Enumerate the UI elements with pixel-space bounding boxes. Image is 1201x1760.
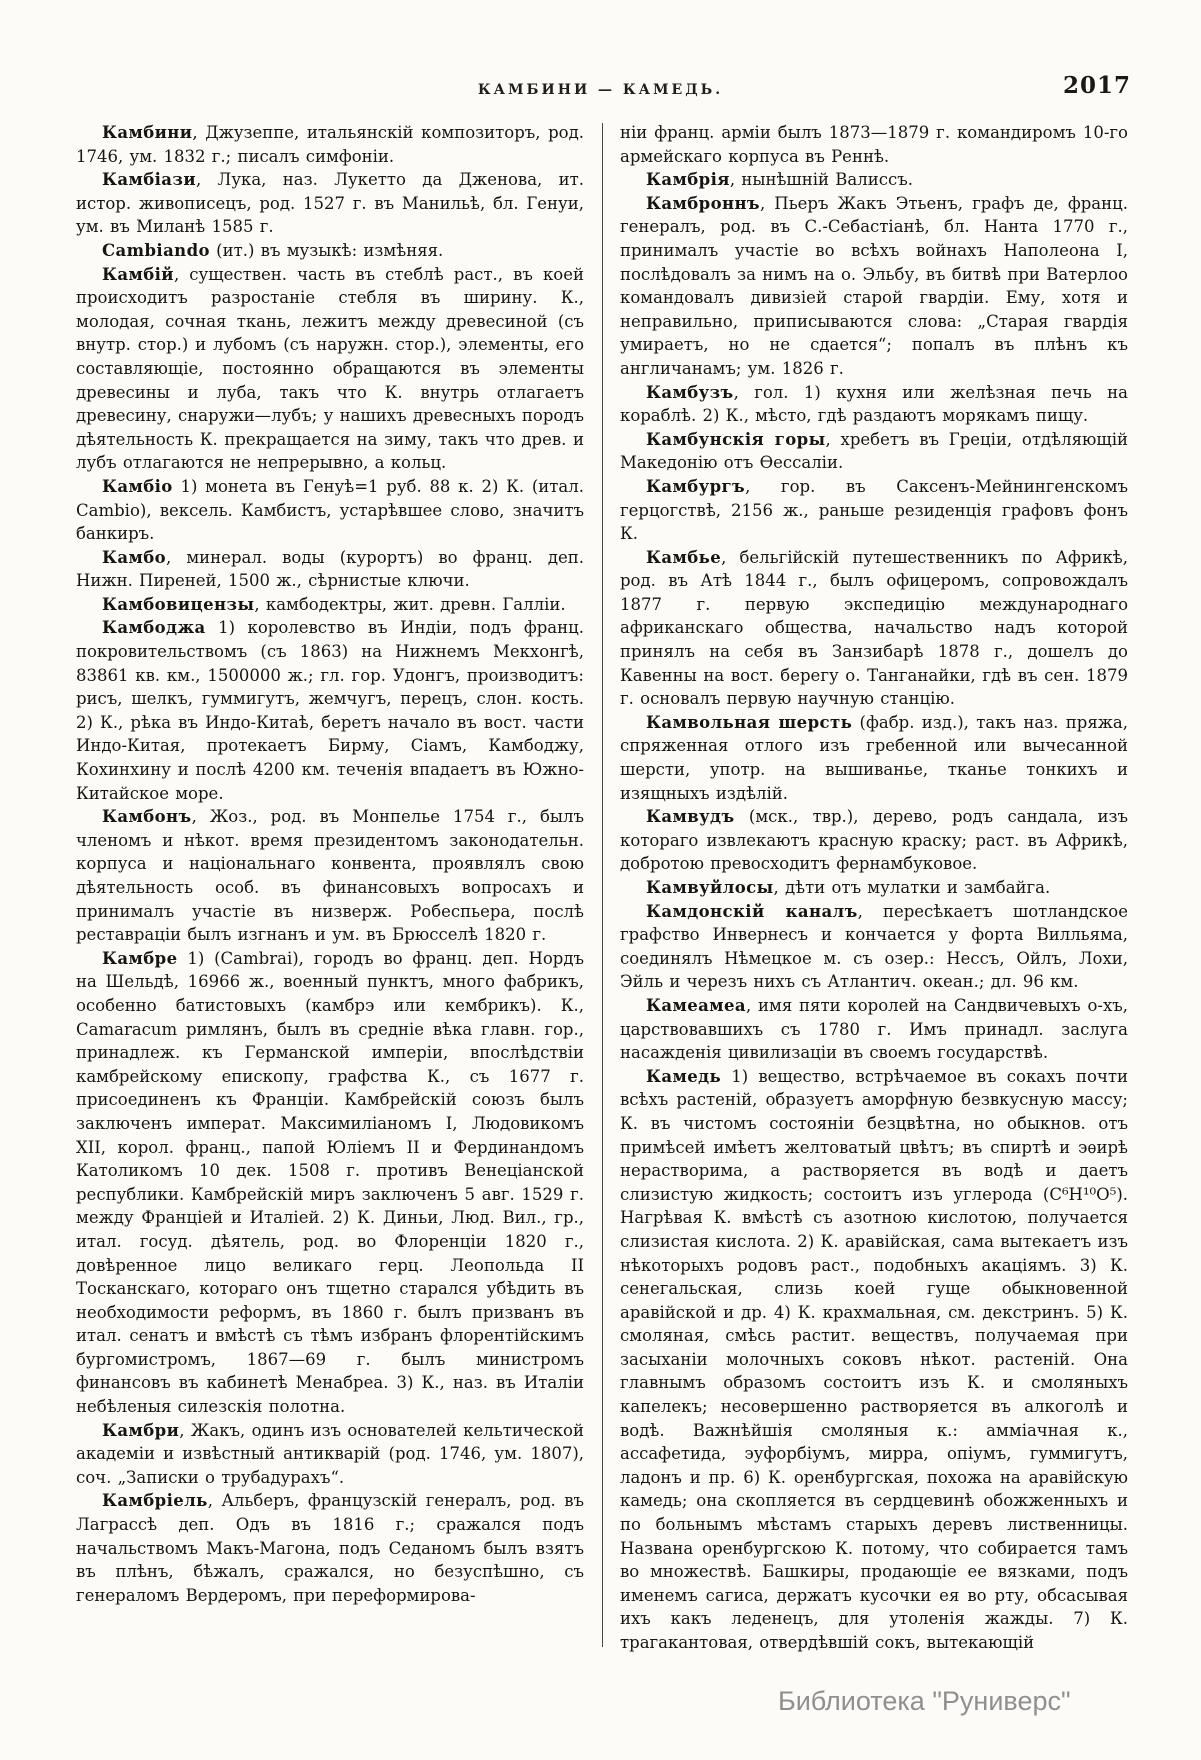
- dictionary-entry: [620, 1065, 1128, 1655]
- entry-text: , Альберъ, французскій генералъ, род. въ Лаграссѣ деп. Одъ въ 1816 г.; сражался подъ начальствомъ Макъ-Магона, подъ Седаномъ былъ взятъ въ плѣнъ, бѣжалъ, сражался, но безуспѣшно, съ генераломъ Вердеромъ, при переформирова-: [76, 1491, 584, 1605]
- entry-term: Камвуйлосы: [646, 878, 774, 897]
- dictionary-entry: [620, 381, 1128, 428]
- dictionary-entry: [620, 121, 1128, 168]
- dictionary-entry: [76, 1489, 584, 1607]
- entry-term: Камедь: [646, 1066, 722, 1086]
- dictionary-entry: [76, 475, 584, 546]
- dictionary-entry: [76, 239, 584, 263]
- entry-text: , Жакъ, одинъ изъ основателей кельтической академіи и извѣстный антикварій (род. 1746, ум. 1807), соч. „Записки о трубадурахъ“.: [76, 1420, 584, 1487]
- entry-text: 1) (Cambrai), городъ во франц. деп. Нордъ на Шельдѣ, 16966 ж., военный пунктъ, много фабрикъ, особенно батистовыхъ (камбрэ или кембрикъ). К., Camaracum римлянъ, былъ въ средніе вѣка главн. гор., принадлеж. къ Германской имперіи, впослѣдствіи камбрейскому епископу, графства К., съ 1677 г. присоединенъ къ Франціи. Камбрейскій союзъ былъ заключенъ императ. Максимиліаномъ I, Людовикомъ XII, корол. франц., папой Юліемъ II и Фердинандомъ Католикомъ 10 дек. 1508 г. противъ Венеціанской республики. Камбрейскій миръ заключенъ 5 авг. 1529 г. между Франціей и Италіей. 2) К. Диньи, Люд. Вил., гр., итал. госуд. дѣятель, род. во Флоренціи 1820 г., довѣренное лицо великаго герц. Леопольда II Тосканскаго, котораго онъ тщетно старался убѣдить въ необходимости реформъ, въ 1860 г. былъ призванъ въ итал. сенатъ и вмѣстѣ съ тѣмъ избранъ флорентійскимъ бургомистромъ, 1867—69 г. былъ министромъ финансовъ въ кабинетѣ Менабреа. 3) К., наз. въ Италіи небѣленыя силезскія полотна.: [76, 948, 584, 1417]
- entry-term: Камбре: [102, 948, 178, 968]
- entry-text: (фабр. изд.), такъ наз. пряжа, спряженная отлого изъ гребенной или вычесанной шерсти, употр. на вышиванье, тканье тонкихъ и изящныхъ издѣлій.: [620, 712, 1129, 803]
- dictionary-entry: [76, 616, 584, 805]
- entry-term: Камбри: [102, 1420, 180, 1440]
- entry-text: , камбодектры, жит. древн. Галліи.: [254, 594, 566, 614]
- dictionary-entry: [620, 428, 1128, 475]
- dictionary-entry: [620, 475, 1128, 546]
- page-title: КАМБИНИ — КАМЕДЬ.: [477, 82, 724, 98]
- entry-term: Камбовицензы: [102, 594, 255, 614]
- dictionary-entry: [620, 876, 1128, 900]
- entry-term: Камбини: [102, 123, 193, 142]
- entry-term: Камбье: [646, 547, 722, 567]
- page-number: 2017: [1062, 72, 1131, 99]
- entry-text: , имя пяти королей на Сандвичевыхъ о-хъ, царствовавшихъ съ 1780 г. Имъ принадл. заслуга насажденія цивилизаціи въ своемъ государствѣ.: [620, 995, 1128, 1063]
- entry-text: , Жоз., род. въ Монпелье 1754 г., былъ членомъ и нѣкот. время президентомъ законодательн. корпуса и національнаго конвента, проявлялъ свою дѣятельность особ. въ финансовыхъ вопросахъ и принималъ участіе въ низверж. Робеспьера, послѣ реставраціи былъ изгнанъ и ум. въ Брюсселѣ 1820 г.: [76, 807, 584, 945]
- dictionary-entry: [76, 1419, 584, 1490]
- entry-term: Камбонъ: [102, 807, 192, 827]
- column-divider: [602, 123, 603, 1647]
- dictionary-entry: [620, 546, 1128, 711]
- entry-text: , существен. часть въ стеблѣ раст., въ коей происходитъ разростаніе стебля въ ширину. К., молодая, сочная ткань, лежитъ между древесиной (съ внутр. стор.) и лубомъ (съ наружн. стор.), элементы, его составляющіе, постоянно обращаются въ элементы древесины и луба, такъ что К. внутрь отлагаетъ древесину, снаружи—лубъ; у нашихъ древесныхъ породъ дѣятельность К. прекращается на зиму, такъ что древ. и лубъ отлагаются не непрерывно, а кольц.: [76, 264, 584, 473]
- entry-term: Камбоджа: [102, 618, 206, 638]
- entry-term: Камбіо: [102, 476, 173, 496]
- dictionary-entry: [620, 192, 1128, 381]
- entry-text: 1) вещество, встрѣчаемое въ сокахъ почти всѣхъ растеній, образуетъ аморфную безвкусную массу; К. въ чистомъ состояніи безцвѣтна, но обыкнов. отъ примѣсей имѣетъ желтоватый цвѣтъ; въ спиртѣ и эѳирѣ нерастворима, а растворяется въ водѣ и даетъ слизистую жидкость; состоитъ изъ углерода (C⁶H¹⁰O⁵). Нагрѣвая К. вмѣстѣ съ азотною кислотою, получается слизистая кислота. 2) К. аравійская, сама вытекаетъ изъ нѣкоторыхъ родовъ раст., подобныхъ акаціямъ. 3) К. сенегальская, слизь коей гуще обыкновенной аравійской и др. 4) К. крахмальная, см. декстринъ. 5) К. смоляная, смѣсь растит. веществъ, получаемая при засыханіи молочныхъ соковъ нѣкот. растеній. Она главнымъ образомъ состоитъ изъ К. и смоляныхъ капелекъ; несовершенно растворяется въ алкоголѣ и водѣ. Важнѣйшія смоляныя к.: амміачная к., ассафетида, эуфорбіумъ, мирра, опіумъ, гуммигутъ, ладонъ и пр. 6) К. оренбургская, похожа на аравійскую камедь; она скопляется въ сердцевинѣ обожженныхъ и по больнымъ мѣстамъ старыхъ деревъ лиственницы. Названа оренбургскою К. потому, что собирается тамъ во множествѣ. Башкиры, продающіе ее вязками, подъ именемъ сагиса, держатъ кусочки ея во рту, обсасывая ихъ какъ леденецъ, для утоленія жажды. 7) К. трагакантовая, отвердѣвшій сокъ, вытекающій: [620, 1066, 1128, 1652]
- entry-term: Камеамеа: [646, 995, 746, 1015]
- column-left: [76, 121, 584, 1655]
- dictionary-entry: [76, 593, 584, 617]
- dictionary-entry: [620, 805, 1128, 876]
- entry-text: ніи франц. арміи былъ 1873—1879 г. командиромъ 10-го армейскаго корпуса въ Реннѣ.: [620, 123, 1128, 166]
- entry-term: Cambiando: [102, 240, 210, 260]
- dictionary-entry: [76, 263, 584, 475]
- dictionary-entry: [620, 711, 1128, 805]
- entry-term: Камбрія: [646, 170, 730, 190]
- entry-term: Камбургъ: [646, 476, 746, 496]
- entry-text: , пересѣкаетъ шотландское графство Инвернесъ и кончается у форта Вилльяма, соединялъ Нѣмецкое м. съ озер.: Нессъ, Ойлъ, Лохи, Эйль и черезъ нихъ съ Атлантич. океан.; дл. 96 км.: [620, 901, 1129, 992]
- entry-term: Камбіази: [102, 170, 196, 190]
- dictionary-entry: [76, 546, 584, 593]
- running-head: [0, 72, 1201, 120]
- page-body: [76, 121, 1128, 1655]
- entry-text: , Пьеръ Жакъ Этьенъ, графъ де, франц. генералъ, род. въ С.-Себастіанѣ, бл. Нанта 1770 г., принималъ участіе во всѣхъ войнахъ Наполеона I, послѣдовалъ за нимъ на о. Эльбу, въ битвѣ при Ватерлоо командовалъ дивизіей старой гвардіи. Ему, хотя и неправильно, приписываются слова: „Старая гвардія умираетъ, но не сдается“; попалъ въ плѣнъ къ англичанамъ; ум. 1826 г.: [620, 193, 1128, 378]
- dictionary-entry: [76, 168, 584, 239]
- entry-text: (мск., твр.), дерево, родъ сандала, изъ котораго извлекаютъ красную краску; раст. въ Африкѣ, добротою превосходитъ фернамбуковое.: [620, 807, 1128, 874]
- entry-term: Камбій: [102, 264, 174, 284]
- entry-text: , нынѣшній Валиссъ.: [729, 170, 913, 190]
- entry-term: Камвудъ: [646, 807, 735, 827]
- dictionary-entry: [620, 900, 1128, 994]
- library-watermark: Библиотека "Руниверс": [778, 1686, 1071, 1716]
- entry-term: Камбузъ: [646, 382, 734, 402]
- dictionary-entry: [76, 805, 584, 947]
- entry-text: , гор. въ Саксенъ-Мейнингенскомъ герцогствѣ, 2156 ж., раньше резиденція графовъ фонъ К.: [620, 476, 1128, 544]
- entry-text: , минерал. воды (курортъ) во франц. деп. Нижн. Пиреней, 1500 ж., сѣрнистые ключи.: [76, 547, 584, 591]
- entry-text: , Джузеппе, итальянскій композиторъ, род. 1746, ум. 1832 г.; писалъ симфоніи.: [76, 123, 584, 166]
- entry-term: Камвольная шерсть: [646, 712, 853, 732]
- entry-text: 1) монета въ Генуѣ=1 руб. 88 к. 2) К. (итал. Cambio), вексель. Камбистъ, устарѣвшее слово, значитъ банкиръ.: [76, 476, 584, 544]
- entry-term: Камбо: [102, 547, 167, 567]
- entry-text: , дѣти отъ мулатки и замбайга.: [773, 878, 1051, 897]
- entry-text: , гол. 1) кухня или желѣзная печь на кораблѣ. 2) К., мѣсто, гдѣ раздаютъ морякамъ пищу.: [620, 382, 1128, 426]
- dictionary-entry: [620, 168, 1128, 192]
- entry-term: Камбріель: [102, 1491, 208, 1511]
- entry-text: , хребетъ въ Греціи, отдѣляющій Македонію отъ Ѳессаліи.: [620, 429, 1128, 473]
- column-right: [620, 121, 1128, 1655]
- entry-term: Камдонскій каналъ: [646, 901, 858, 921]
- entry-text: (ит.) въ музыкѣ: измѣняя.: [209, 240, 444, 260]
- entry-text: 1) королевство въ Индіи, подъ франц. покровительствомъ (съ 1863) на Нижнемъ Мекхонгѣ, 83861 кв. км., 1500000 ж.; гл. гор. Удонгъ, производитъ: рисъ, шелкъ, гуммигутъ, жемчугъ, перецъ, слон. кость. 2) К., рѣка въ Индо-Китаѣ, беретъ начало въ вост. части Индо-Китая, протекаетъ Бирму, Сіамъ, Камбоджу, Кохинхину и послѣ 4200 км. теченія впадаетъ въ Южно-Китайское море.: [76, 618, 584, 803]
- dictionary-entry: [620, 994, 1128, 1065]
- entry-term: Камброннъ: [646, 193, 760, 213]
- dictionary-entry: [76, 121, 584, 168]
- entry-text: , Лука, наз. Лукетто да Дженова, ит. истор. живописецъ, род. 1527 г. въ Манильѣ, бл. Генуи, ум. въ Миланѣ 1585 г.: [76, 170, 584, 237]
- dictionary-entry: [76, 947, 584, 1419]
- entry-term: Камбунскія горы: [646, 429, 826, 449]
- entry-text: , бельгійскій путешественникъ по Африкѣ, род. въ Атѣ 1844 г., былъ офицеромъ, сопровождалъ 1877 г. первую экспедицію международнаго африканскаго общества, начальство надъ которой принялъ на себя въ Занзибарѣ 1878 г., дошелъ до Кавенны на вост. берегу о. Танганайки, гдѣ въ сен. 1879 г. основалъ первую научную станцію.: [620, 547, 1128, 709]
